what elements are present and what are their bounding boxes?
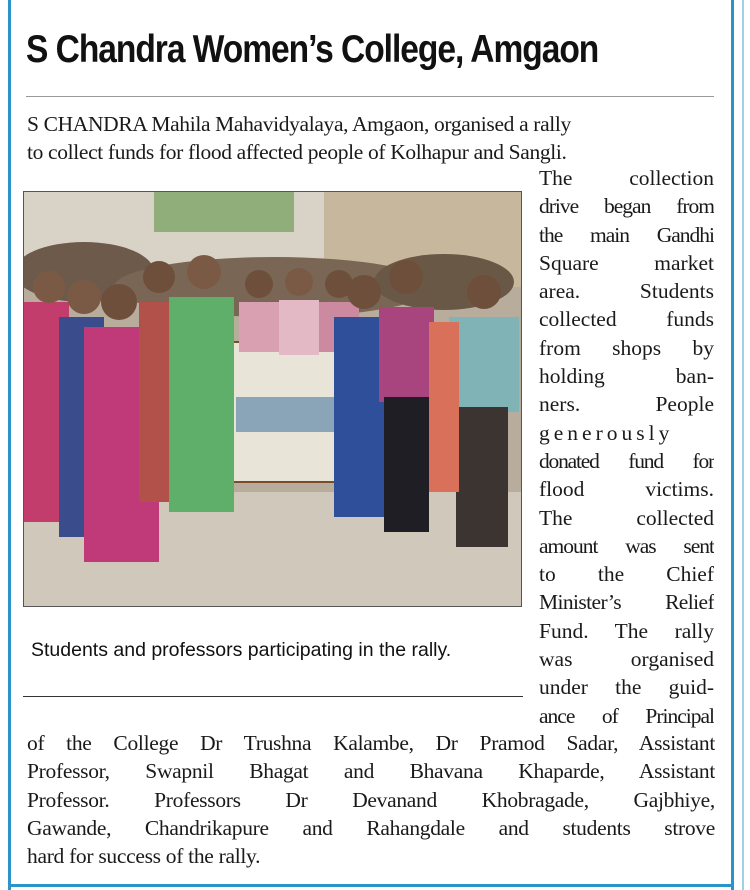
article-photo xyxy=(23,191,522,607)
article-narrow-column xyxy=(539,164,714,730)
column-line: the main Gandhi xyxy=(539,222,714,247)
column-line: from shops by xyxy=(539,335,714,360)
headline-rule xyxy=(26,96,714,97)
photo-caption: Students and professors participating in the rally. xyxy=(31,639,452,661)
tail-line: Professor. Professors Dr Devanand Khobragade, Gajbhiye, xyxy=(27,787,715,812)
column-line: was organised xyxy=(539,647,714,672)
column-line: Square market xyxy=(539,250,714,275)
page-border-right xyxy=(731,0,734,890)
column-line: generously xyxy=(539,420,674,445)
column-line: area. Students xyxy=(539,279,714,304)
article-intro xyxy=(27,110,717,167)
column-line: to the Chief xyxy=(539,562,714,587)
column-line: drive began from xyxy=(539,194,714,219)
intro-line: S CHANDRA Mahila Mahavidyalaya, Amgaon, organised a rally xyxy=(27,112,571,136)
column-line: flood victims. xyxy=(539,477,714,502)
column-line: amount was sent xyxy=(539,533,714,558)
caption-rule xyxy=(23,696,523,697)
tail-line: Professor, Swapnil Bhagat and Bhavana Khaparde, Assistant xyxy=(27,759,715,784)
column-line: under the guid- xyxy=(539,675,714,700)
column-line: Minister’s Relief xyxy=(539,590,714,615)
column-line: The collected xyxy=(539,505,714,530)
column-line: holding ban- xyxy=(539,364,714,389)
article-headline: S Chandra Women’s College, Amgaon xyxy=(26,28,599,71)
column-line: collected funds xyxy=(539,307,714,332)
column-line: The collection xyxy=(539,166,714,190)
tail-line: of the College Dr Trushna Kalambe, Dr Pramod Sadar, Assistant xyxy=(27,731,715,755)
page-border-bottom xyxy=(8,884,734,887)
page-border-left xyxy=(8,0,11,890)
article-continuation xyxy=(27,729,715,870)
column-line: donated fund for xyxy=(539,448,714,473)
column-line: ners. People xyxy=(539,392,714,417)
page-border-right-outer xyxy=(742,0,744,890)
intro-line: to collect funds for flood affected people of Kolhapur and Sangli. xyxy=(27,140,567,165)
tail-line: hard for success of the rally. xyxy=(27,844,261,869)
tail-line: Gawande, Chandrikapure and Rahangdale and students strove xyxy=(27,815,715,840)
column-line: ance of Principal xyxy=(539,703,714,728)
column-line: Fund. The rally xyxy=(539,618,714,643)
